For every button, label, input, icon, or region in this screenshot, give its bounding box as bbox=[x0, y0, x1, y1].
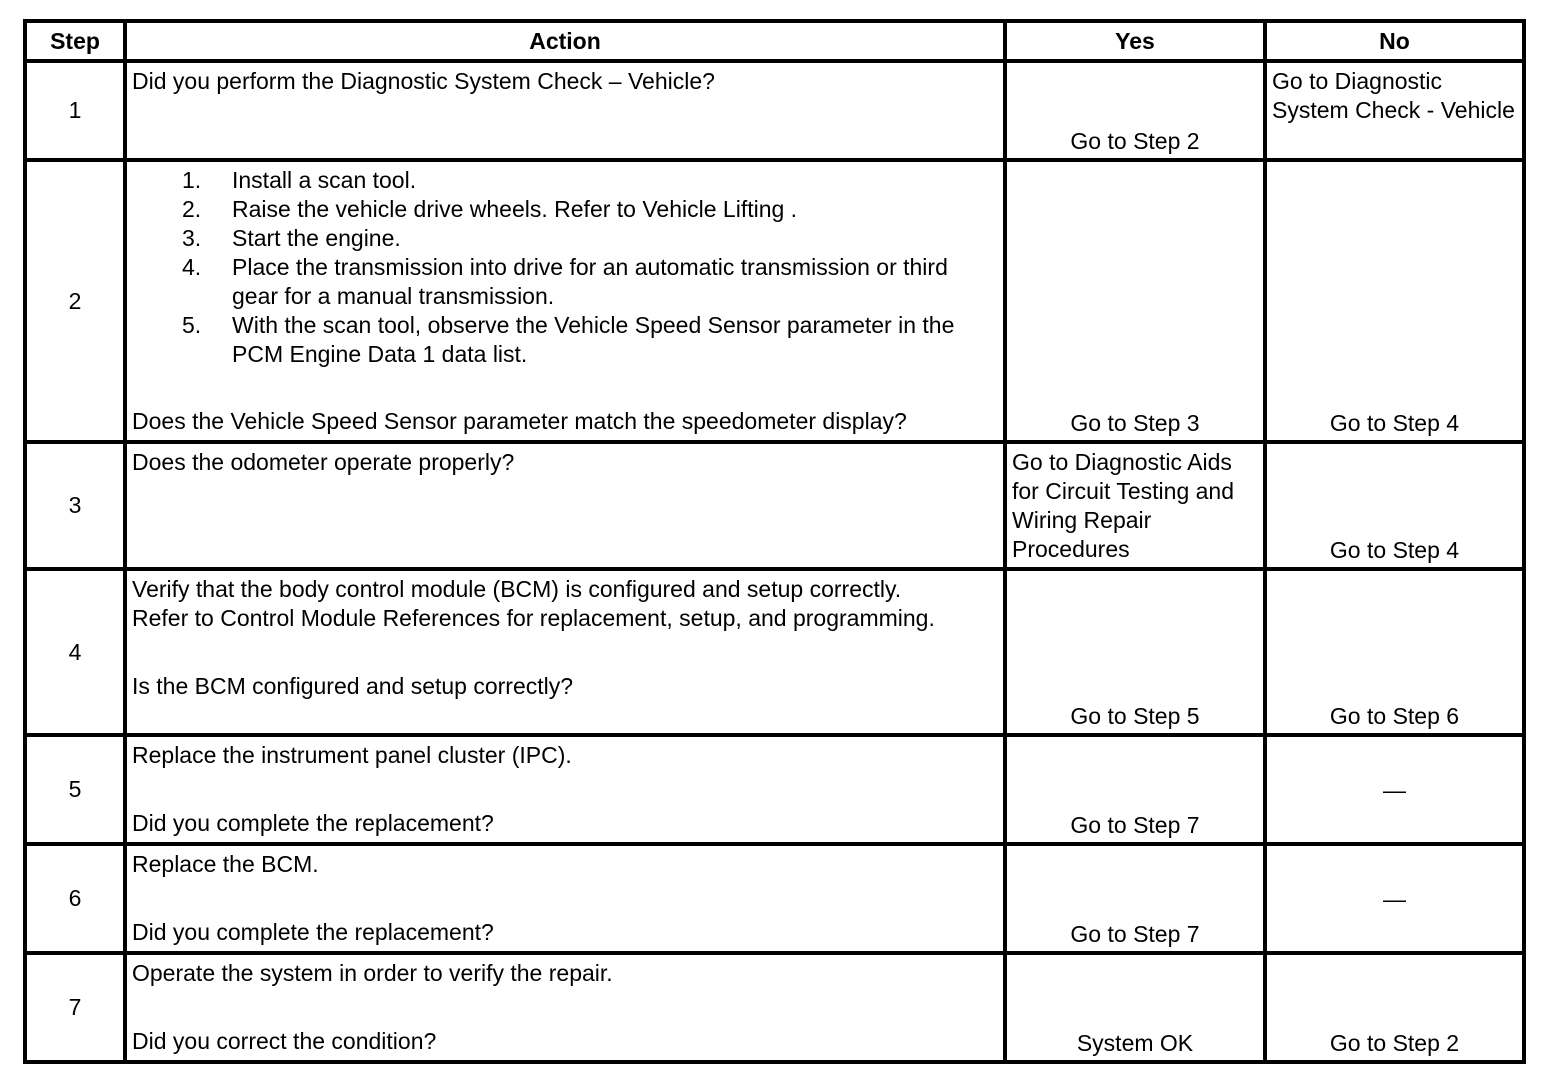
list-item-text: Start the engine. bbox=[232, 225, 401, 251]
table-row bbox=[25, 61, 1524, 160]
step-number: 4 bbox=[25, 569, 125, 735]
numbered-list bbox=[132, 166, 998, 369]
question-text: Did you correct the condition? bbox=[132, 1028, 437, 1054]
question-text: Does the Vehicle Speed Sensor parameter match the speedometer display? bbox=[132, 408, 907, 434]
action-text: Replace the instrument panel cluster (IPC). bbox=[132, 742, 572, 768]
header-action: Action bbox=[125, 21, 1005, 61]
question-text: Is the BCM configured and setup correctly? bbox=[132, 673, 574, 699]
header-yes: Yes bbox=[1005, 21, 1265, 61]
yes-cell: Go to Step 2 bbox=[1005, 61, 1265, 160]
list-item-number: 3. bbox=[182, 225, 202, 251]
no-cell: Go to Step 6 bbox=[1265, 569, 1524, 735]
question-text: Did you complete the replacement? bbox=[132, 810, 494, 836]
no-cell: — bbox=[1265, 735, 1524, 844]
step-number: 1 bbox=[25, 61, 125, 160]
action-text: Did you perform the Diagnostic System Check – Vehicle? bbox=[132, 68, 715, 94]
list-item bbox=[132, 311, 998, 369]
no-cell: Go to Diagnostic System Check - Vehicle bbox=[1265, 61, 1524, 160]
action-cell bbox=[125, 569, 1005, 735]
action-cell bbox=[125, 61, 1005, 160]
list-item bbox=[132, 253, 998, 311]
table-row bbox=[25, 160, 1524, 442]
list-item bbox=[132, 224, 998, 253]
list-item-number: 1. bbox=[182, 167, 202, 193]
list-item-number: 4. bbox=[182, 254, 202, 280]
step-number: 2 bbox=[25, 160, 125, 442]
action-text: Replace the BCM. bbox=[132, 851, 319, 877]
table-row bbox=[25, 442, 1524, 569]
step-number: 3 bbox=[25, 442, 125, 569]
list-item-number: 2. bbox=[182, 196, 202, 222]
header-row bbox=[25, 21, 1524, 61]
action-cell bbox=[125, 844, 1005, 953]
action-cell bbox=[125, 953, 1005, 1062]
step-number: 5 bbox=[25, 735, 125, 844]
step-number: 6 bbox=[25, 844, 125, 953]
list-item-text: Raise the vehicle drive wheels. Refer to Vehicle Lifting . bbox=[232, 196, 798, 222]
action-cell bbox=[125, 442, 1005, 569]
table-row bbox=[25, 844, 1524, 953]
table-row bbox=[25, 569, 1524, 735]
question-text: Did you complete the replacement? bbox=[132, 919, 494, 945]
no-cell: — bbox=[1265, 844, 1524, 953]
list-item bbox=[132, 195, 998, 224]
action-text: Verify that the body control module (BCM) is configured and setup correctly. Refer to Control Module References for replacement, setup, and programming. bbox=[132, 576, 935, 631]
diagnostic-table bbox=[23, 19, 1526, 1064]
header-no: No bbox=[1265, 21, 1524, 61]
list-item-text: Install a scan tool. bbox=[232, 167, 417, 193]
action-cell bbox=[125, 735, 1005, 844]
yes-cell: Go to Diagnostic Aids for Circuit Testing and Wiring Repair Procedures bbox=[1005, 442, 1265, 569]
yes-cell: Go to Step 5 bbox=[1005, 569, 1265, 735]
action-cell bbox=[125, 160, 1005, 442]
action-text: Does the odometer operate properly? bbox=[132, 449, 515, 475]
table-row bbox=[25, 735, 1524, 844]
yes-cell: Go to Step 3 bbox=[1005, 160, 1265, 442]
action-text: Operate the system in order to verify the repair. bbox=[132, 960, 613, 986]
header-step: Step bbox=[25, 21, 125, 61]
step-number: 7 bbox=[25, 953, 125, 1062]
table-row bbox=[25, 953, 1524, 1062]
no-cell: Go to Step 2 bbox=[1265, 953, 1524, 1062]
yes-cell: Go to Step 7 bbox=[1005, 844, 1265, 953]
list-item-text: With the scan tool, observe the Vehicle Speed Sensor parameter in the PCM Engine Data 1 data list. bbox=[232, 312, 955, 367]
list-item-text: Place the transmission into drive for an automatic transmission or third gear for a manual transmission. bbox=[232, 254, 948, 309]
no-cell: Go to Step 4 bbox=[1265, 160, 1524, 442]
yes-cell: System OK bbox=[1005, 953, 1265, 1062]
list-item bbox=[132, 166, 998, 195]
no-cell: Go to Step 4 bbox=[1265, 442, 1524, 569]
yes-cell: Go to Step 7 bbox=[1005, 735, 1265, 844]
list-item-number: 5. bbox=[182, 312, 202, 338]
